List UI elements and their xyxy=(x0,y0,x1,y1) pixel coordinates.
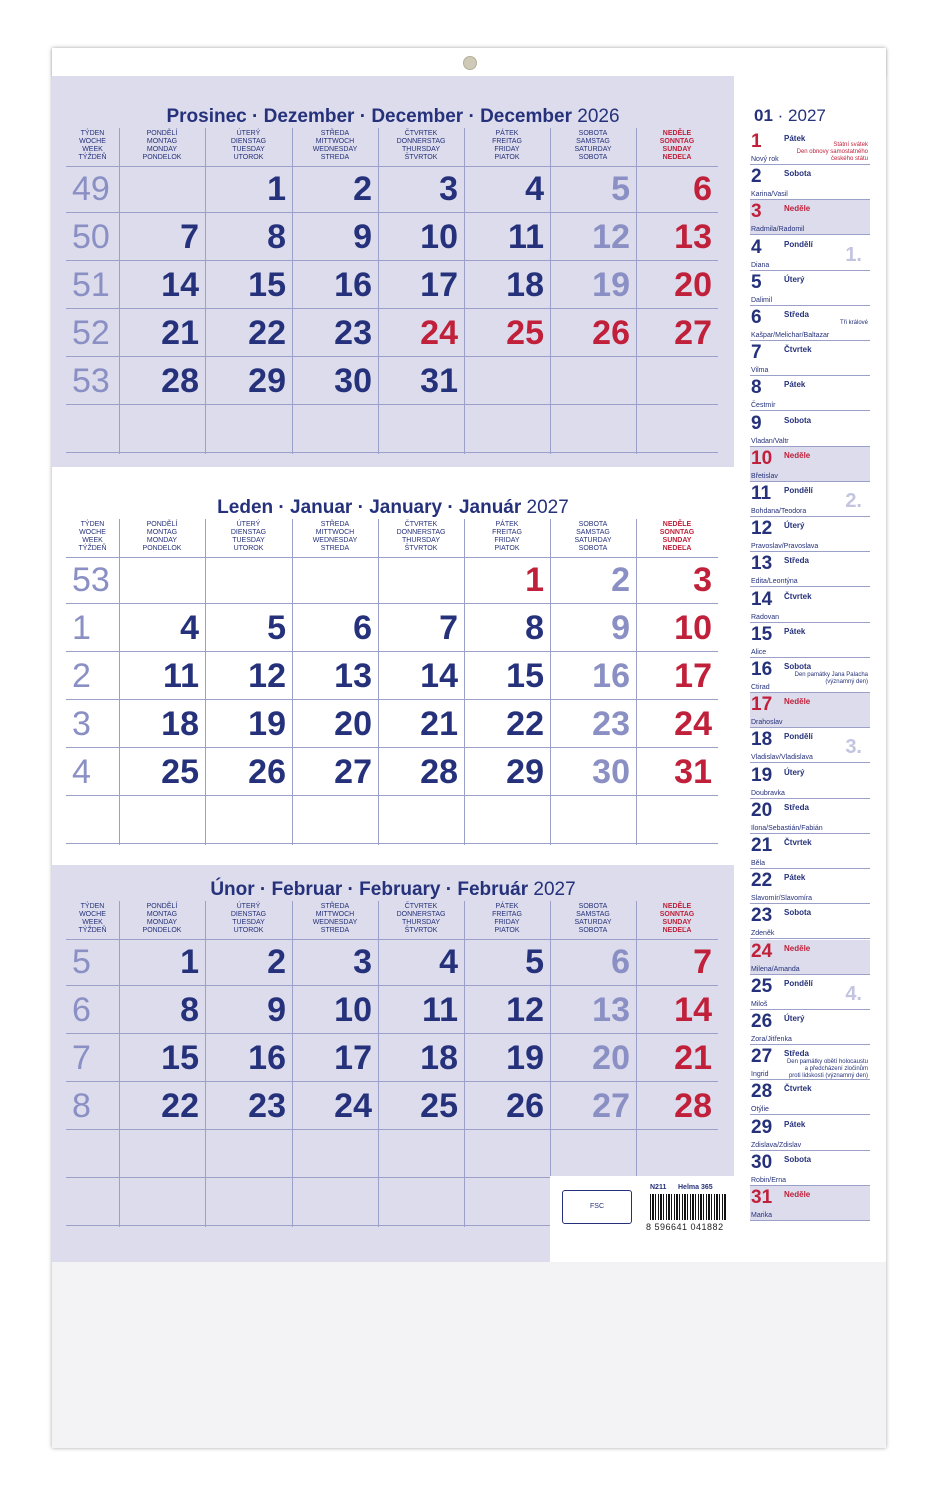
day-number[interactable]: 26 xyxy=(248,753,286,791)
day-entry[interactable] xyxy=(750,764,870,799)
day-entry-number: 27 xyxy=(751,1046,773,1068)
day-number[interactable]: 9 xyxy=(611,609,630,647)
day-number[interactable]: 19 xyxy=(506,1039,544,1077)
name-day: Ctirad xyxy=(751,684,770,691)
day-entry[interactable] xyxy=(750,1080,870,1115)
day-number[interactable]: 22 xyxy=(161,1087,199,1125)
day-number[interactable]: 14 xyxy=(674,991,712,1029)
week-number: 2 xyxy=(72,657,91,695)
day-entry-weekday: Úterý xyxy=(784,767,805,777)
name-day: Vladislav/Vladislava xyxy=(751,754,813,762)
day-entry[interactable] xyxy=(750,376,870,411)
day-entry-weekday: Úterý xyxy=(784,274,805,284)
day-entry-number: 19 xyxy=(751,764,773,786)
day-entry-number: 17 xyxy=(751,694,773,716)
weekday-header: SOBOTA SAMSTAG SATURDAY SOBOTA xyxy=(574,130,612,161)
day-entry-number: 6 xyxy=(751,307,762,328)
weekday-header: ÚTERÝ DIENSTAG TUESDAY UTOROK xyxy=(230,521,267,552)
name-day: Diana xyxy=(751,261,770,269)
day-number[interactable]: 16 xyxy=(592,657,630,695)
day-entry-weekday: Čtvrtek xyxy=(784,591,812,601)
day-entry-number: 7 xyxy=(751,342,762,364)
day-number[interactable]: 25 xyxy=(506,314,544,352)
day-entry-number: 1 xyxy=(751,131,762,152)
day-number[interactable]: 27 xyxy=(334,753,372,791)
weekday-header-row xyxy=(66,901,718,940)
name-day: Zdeněk xyxy=(751,930,775,938)
week-row xyxy=(66,1131,718,1178)
day-entry[interactable] xyxy=(750,236,870,271)
day-number[interactable]: 20 xyxy=(674,266,712,304)
day-number[interactable]: 12 xyxy=(506,991,544,1029)
name-day: Otýlie xyxy=(751,1106,769,1114)
day-number[interactable]: 18 xyxy=(420,1039,458,1077)
week-number: 8 xyxy=(72,1087,91,1125)
month-title: Prosinec · Dezember · December · December 2026 xyxy=(166,106,620,127)
day-number[interactable]: 22 xyxy=(506,705,544,743)
day-number[interactable]: 21 xyxy=(674,1039,712,1077)
day-entry[interactable] xyxy=(750,1116,870,1151)
product-code: N211 xyxy=(650,1184,667,1191)
day-entry-weekday: Pondělí xyxy=(784,239,813,249)
day-entry-number: 28 xyxy=(751,1081,773,1103)
day-entry-number: 4 xyxy=(751,236,762,258)
month-title: Leden · Januar · January · Január 2027 xyxy=(217,497,569,518)
week-number: 53 xyxy=(72,362,110,400)
day-entry[interactable] xyxy=(750,517,870,552)
day-number[interactable]: 10 xyxy=(334,991,372,1029)
day-entry[interactable] xyxy=(750,799,870,834)
day-number[interactable]: 28 xyxy=(674,1087,712,1125)
day-number[interactable]: 4 xyxy=(525,170,544,208)
day-note: Den památky obětí holocaustu a předcházení zločinům proti lidskosti (významný den) xyxy=(786,1059,868,1080)
day-number[interactable]: 8 xyxy=(267,218,286,256)
day-number[interactable]: 11 xyxy=(422,991,458,1029)
day-entry-weekday: Neděle xyxy=(784,204,811,214)
weekday-header: ČTVRTEK DONNERSTAG THURSDAY ŠTVRTOK xyxy=(396,903,446,934)
day-entry-number: 11 xyxy=(751,483,772,504)
name-day: Břetislav xyxy=(751,472,778,480)
day-entry-weekday: Sobota xyxy=(784,415,812,425)
day-number[interactable]: 5 xyxy=(525,943,544,981)
day-number[interactable]: 21 xyxy=(420,705,458,743)
day-number[interactable]: 31 xyxy=(674,753,712,791)
name-day: Dalimil xyxy=(751,296,772,304)
week-number: 4 xyxy=(72,753,91,791)
week-row xyxy=(66,797,718,844)
day-entry-weekday: Středa xyxy=(784,1049,809,1059)
day-number[interactable]: 29 xyxy=(248,362,286,400)
day-number[interactable]: 2 xyxy=(611,561,630,599)
day-entry-weekday: Pátek xyxy=(784,134,806,143)
day-number[interactable]: 23 xyxy=(592,705,630,743)
day-entry-weekday: Neděle xyxy=(784,450,811,460)
day-number[interactable]: 6 xyxy=(353,609,372,647)
day-entry[interactable] xyxy=(750,728,870,763)
day-number[interactable]: 3 xyxy=(693,561,712,599)
weekday-header: NEDĚLE SONNTAG SUNDAY NEDEĽA xyxy=(659,521,695,552)
fsc-logo: FSC xyxy=(562,1190,632,1224)
day-number[interactable]: 13 xyxy=(592,991,630,1029)
day-number[interactable]: 28 xyxy=(420,753,458,791)
week-number: 53 xyxy=(72,561,110,599)
name-day: Slavomír/Slavomíra xyxy=(751,895,813,903)
name-day: Vladan/Valtr xyxy=(751,437,789,445)
barcode-number: 8 596641 041882 xyxy=(646,1222,724,1232)
day-entry-number: 22 xyxy=(751,870,773,892)
day-number[interactable]: 15 xyxy=(248,266,286,304)
week-marker: 1. xyxy=(845,243,862,266)
weekday-header: PÁTEK FREITAG FRIDAY PIATOK xyxy=(492,903,522,934)
day-number[interactable]: 30 xyxy=(592,753,630,791)
week-number: 7 xyxy=(72,1039,91,1077)
day-number[interactable]: 19 xyxy=(248,705,286,743)
weekday-header: STŘEDA MITTWOCH WEDNESDAY STREDA xyxy=(312,521,358,552)
day-number[interactable]: 26 xyxy=(506,1087,544,1125)
day-entry[interactable] xyxy=(750,552,870,587)
weekday-header: SOBOTA SAMSTAG SATURDAY SOBOTA xyxy=(574,521,612,552)
week-number: 3 xyxy=(72,705,91,743)
weekday-header: SOBOTA SAMSTAG SATURDAY SOBOTA xyxy=(574,903,612,934)
week-number: 52 xyxy=(72,314,110,352)
day-entry-number: 30 xyxy=(751,1151,773,1173)
week-column-header: TÝDEN WOCHE WEEK TÝŽDEŇ xyxy=(78,521,107,552)
week-number: 49 xyxy=(72,170,110,208)
day-entry[interactable] xyxy=(750,1010,870,1045)
day-entry-weekday: Čtvrtek xyxy=(784,838,812,847)
day-number[interactable]: 15 xyxy=(506,657,544,695)
week-marker: 2. xyxy=(845,490,862,512)
day-number[interactable]: 18 xyxy=(161,705,199,743)
day-entry[interactable] xyxy=(750,482,870,517)
day-entry[interactable] xyxy=(750,271,870,306)
day-entry[interactable] xyxy=(750,623,870,658)
day-entry-weekday: Pondělí xyxy=(784,486,813,495)
day-note: Státní svátek Den obnovy samostatného českého státu xyxy=(796,142,868,162)
day-entry[interactable] xyxy=(750,200,870,235)
month-grid xyxy=(66,519,718,845)
week-column-header: TÝDEN WOCHE WEEK TÝŽDEŇ xyxy=(78,130,107,161)
weekday-header: ÚTERÝ DIENSTAG TUESDAY UTOROK xyxy=(230,130,267,161)
day-entry-number: 20 xyxy=(751,799,773,821)
day-entry-number: 24 xyxy=(751,940,773,962)
day-number[interactable]: 5 xyxy=(611,170,630,208)
day-number[interactable]: 3 xyxy=(353,943,372,981)
day-number[interactable]: 19 xyxy=(592,266,630,304)
day-number[interactable]: 1 xyxy=(525,561,544,599)
day-entry-weekday: Pondělí xyxy=(784,732,813,742)
day-number[interactable]: 10 xyxy=(674,609,712,647)
day-entry[interactable] xyxy=(750,975,870,1010)
day-number[interactable]: 27 xyxy=(674,314,712,352)
day-number[interactable]: 6 xyxy=(693,170,712,208)
month-grid xyxy=(66,128,718,454)
day-entry-number: 16 xyxy=(751,659,773,680)
day-entry-number: 10 xyxy=(751,447,773,469)
day-number[interactable]: 11 xyxy=(508,218,544,256)
day-number[interactable]: 3 xyxy=(439,170,458,208)
weekday-header: ČTVRTEK DONNERSTAG THURSDAY ŠTVRTOK xyxy=(396,130,446,161)
week-number: 6 xyxy=(72,991,91,1029)
day-entry-weekday: Neděle xyxy=(784,943,811,953)
weekday-header: NEDĚLE SONNTAG SUNDAY NEDEĽA xyxy=(659,903,695,934)
day-number[interactable]: 29 xyxy=(506,753,544,791)
weekday-header: NEDĚLE SONNTAG SUNDAY NEDEĽA xyxy=(659,130,695,161)
week-number: 50 xyxy=(72,218,110,256)
day-number[interactable]: 2 xyxy=(267,943,286,981)
name-day: Miloš xyxy=(751,1000,768,1008)
month-panel-january xyxy=(52,467,734,865)
day-entry-weekday: Sobota xyxy=(784,662,812,671)
day-entry-number: 8 xyxy=(751,377,762,399)
day-entry-number: 21 xyxy=(751,835,773,856)
day-number[interactable]: 17 xyxy=(334,1039,372,1077)
day-entry[interactable] xyxy=(750,412,870,447)
month-title: Únor · Februar · February · Február 2027 xyxy=(210,879,576,900)
day-number[interactable]: 18 xyxy=(506,266,544,304)
day-entry[interactable] xyxy=(750,165,870,200)
day-number[interactable]: 17 xyxy=(674,657,712,695)
weekday-header: PONDĚLÍ MONTAG MONDAY PONDELOK xyxy=(142,130,182,161)
name-day: Pravoslav/Pravoslava xyxy=(751,543,819,551)
day-number[interactable]: 6 xyxy=(611,943,630,981)
day-entry[interactable] xyxy=(750,130,870,165)
footer-box xyxy=(550,1176,734,1262)
week-column-header: TÝDEN WOCHE WEEK TÝŽDEŇ xyxy=(78,903,107,934)
day-entry-number: 3 xyxy=(751,201,762,223)
day-number[interactable]: 16 xyxy=(248,1039,286,1077)
day-number[interactable]: 25 xyxy=(420,1087,458,1125)
day-entry-number: 31 xyxy=(751,1187,773,1208)
day-number[interactable]: 23 xyxy=(248,1087,286,1125)
day-number[interactable]: 22 xyxy=(248,314,286,352)
week-number: 1 xyxy=(72,609,91,647)
name-day: Radmila/Radomil xyxy=(751,226,805,234)
name-day: Milena/Amanda xyxy=(751,965,800,973)
name-day: Bohdana/Teodora xyxy=(751,508,807,515)
day-number[interactable]: 8 xyxy=(525,609,544,647)
day-number[interactable]: 27 xyxy=(592,1087,630,1125)
daily-list-panel xyxy=(734,76,886,1262)
name-day: Běla xyxy=(751,860,766,867)
day-note: Tři králové xyxy=(839,320,868,326)
day-entry[interactable] xyxy=(750,869,870,904)
day-entry-weekday: Neděle xyxy=(784,697,811,707)
name-day: Ingrid xyxy=(751,1071,769,1079)
day-number[interactable]: 10 xyxy=(420,218,458,256)
weekday-header-row xyxy=(66,128,718,167)
name-day: Čestmír xyxy=(751,402,776,410)
day-number[interactable]: 16 xyxy=(334,266,372,304)
name-day: Ilona/Sebastián/Fabián xyxy=(751,824,823,832)
weekday-header-row xyxy=(66,519,718,558)
weekday-header: ÚTERÝ DIENSTAG TUESDAY UTOROK xyxy=(230,903,267,934)
day-number[interactable]: 7 xyxy=(439,609,458,647)
weekday-header: PÁTEK FREITAG FRIDAY PIATOK xyxy=(492,130,522,161)
week-number: 5 xyxy=(72,943,91,981)
day-entry-number: 25 xyxy=(751,975,773,997)
day-entry-number: 9 xyxy=(751,412,762,434)
day-number[interactable]: 20 xyxy=(334,705,372,743)
day-number[interactable]: 4 xyxy=(180,609,199,647)
day-number[interactable]: 7 xyxy=(693,943,712,981)
day-entry-weekday: Pátek xyxy=(784,626,806,636)
day-note: Den památky Jana Palacha (významný den) xyxy=(794,672,868,685)
month-panel-december xyxy=(52,76,734,467)
name-day: Kašpar/Melichar/Baltazar xyxy=(751,332,830,339)
day-number[interactable]: 28 xyxy=(161,362,199,400)
day-entry[interactable] xyxy=(750,693,870,728)
hanging-hole xyxy=(463,56,477,70)
name-day: Robin/Erna xyxy=(751,1176,787,1184)
day-entry-weekday: Neděle xyxy=(784,1190,811,1199)
day-number[interactable]: 14 xyxy=(420,657,458,695)
day-entry-number: 18 xyxy=(751,729,773,751)
day-entry-weekday: Pátek xyxy=(784,1119,806,1129)
day-number[interactable]: 21 xyxy=(161,314,199,352)
day-number[interactable]: 4 xyxy=(439,943,458,981)
day-number[interactable]: 13 xyxy=(674,218,712,256)
day-entry[interactable] xyxy=(750,834,870,869)
day-entry-number: 29 xyxy=(751,1116,773,1138)
day-entry-number: 5 xyxy=(751,271,762,293)
weekday-header: ČTVRTEK DONNERSTAG THURSDAY ŠTVRTOK xyxy=(396,521,446,552)
day-number[interactable]: 7 xyxy=(180,218,199,256)
name-day: Edita/Leontýna xyxy=(751,578,798,586)
day-number[interactable]: 31 xyxy=(420,362,458,400)
weekday-header: STŘEDA MITTWOCH WEDNESDAY STREDA xyxy=(312,903,358,934)
name-day: Zora/Jitřenka xyxy=(751,1036,792,1043)
day-entry-number: 13 xyxy=(751,553,773,575)
day-number[interactable]: 24 xyxy=(334,1087,372,1125)
weekday-header: PONDĚLÍ MONTAG MONDAY PONDELOK xyxy=(142,521,182,552)
day-entry-number: 14 xyxy=(751,588,773,610)
day-entry-weekday: Sobota xyxy=(784,169,812,179)
day-number[interactable]: 24 xyxy=(420,314,458,352)
day-entry[interactable] xyxy=(750,940,870,975)
day-entry[interactable] xyxy=(750,588,870,623)
day-number[interactable]: 5 xyxy=(267,609,286,647)
name-day: Zdislava/Zdislav xyxy=(751,1141,802,1149)
day-number[interactable]: 24 xyxy=(674,705,712,743)
week-row xyxy=(66,406,718,453)
day-number[interactable]: 12 xyxy=(592,218,630,256)
day-entry[interactable] xyxy=(750,306,870,341)
day-entry-number: 23 xyxy=(751,905,773,927)
day-number[interactable]: 11 xyxy=(163,657,199,695)
day-entry[interactable] xyxy=(750,1151,870,1186)
day-entry-weekday: Středa xyxy=(784,802,809,812)
day-entry[interactable] xyxy=(750,1186,870,1221)
day-entry[interactable] xyxy=(750,341,870,376)
name-day: Radovan xyxy=(751,613,780,621)
day-number[interactable]: 26 xyxy=(592,314,630,352)
day-entry[interactable] xyxy=(750,658,870,693)
day-entry-weekday: Pátek xyxy=(784,380,806,390)
day-number[interactable]: 1 xyxy=(267,170,286,208)
day-number[interactable]: 20 xyxy=(592,1039,630,1077)
day-entry[interactable] xyxy=(750,447,870,482)
week-number: 51 xyxy=(72,266,110,304)
day-number[interactable]: 15 xyxy=(161,1039,199,1077)
day-entry-weekday: Čtvrtek xyxy=(784,345,812,355)
name-day: Doubravka xyxy=(751,789,785,797)
name-day: Marika xyxy=(751,1212,773,1219)
day-entry-weekday: Úterý xyxy=(784,521,805,531)
day-number[interactable]: 9 xyxy=(267,991,286,1029)
day-entry-weekday: Sobota xyxy=(784,1154,812,1164)
day-number[interactable]: 1 xyxy=(180,943,199,981)
day-entry[interactable] xyxy=(750,1045,870,1080)
day-number[interactable]: 25 xyxy=(161,753,199,791)
week-marker: 3. xyxy=(845,736,862,759)
barcode xyxy=(650,1194,726,1220)
name-day: Vilma xyxy=(751,367,769,375)
day-number[interactable]: 30 xyxy=(334,362,372,400)
day-entry-weekday: Úterý xyxy=(784,1014,805,1023)
name-day: Drahoslav xyxy=(751,719,783,727)
day-entry-weekday: Pátek xyxy=(784,873,806,883)
name-day: Nový rok xyxy=(751,156,779,163)
day-number[interactable]: 12 xyxy=(248,657,286,695)
day-entry-number: 15 xyxy=(751,623,773,645)
day-number[interactable]: 23 xyxy=(334,314,372,352)
brand-logo: Helma 365 xyxy=(678,1184,713,1191)
day-entry-number: 26 xyxy=(751,1011,773,1032)
day-number[interactable]: 2 xyxy=(353,170,372,208)
day-entry-weekday: Středa xyxy=(784,556,809,566)
name-day: Karina/Vasil xyxy=(751,191,788,199)
weekday-header: PONDĚLÍ MONTAG MONDAY PONDELOK xyxy=(142,903,182,934)
weekday-header: PÁTEK FREITAG FRIDAY PIATOK xyxy=(492,521,522,552)
weekday-header: STŘEDA MITTWOCH WEDNESDAY STREDA xyxy=(312,130,358,161)
day-entry-number: 12 xyxy=(751,518,773,540)
day-number[interactable]: 17 xyxy=(420,266,458,304)
name-day: Alice xyxy=(751,648,767,656)
day-entry-weekday: Pondělí xyxy=(784,978,813,988)
day-entry-weekday: Čtvrtek xyxy=(784,1084,812,1094)
day-number[interactable]: 13 xyxy=(334,657,372,695)
side-title: 01 · 2027 xyxy=(754,106,826,125)
day-entry[interactable] xyxy=(750,904,870,939)
day-number[interactable]: 8 xyxy=(180,991,199,1029)
day-number[interactable]: 14 xyxy=(161,266,199,304)
week-marker: 4. xyxy=(845,982,862,1005)
day-entry-weekday: Sobota xyxy=(784,908,812,918)
day-number[interactable]: 9 xyxy=(353,218,372,256)
day-entry-number: 2 xyxy=(751,166,762,188)
day-entry-weekday: Středa xyxy=(784,310,809,319)
